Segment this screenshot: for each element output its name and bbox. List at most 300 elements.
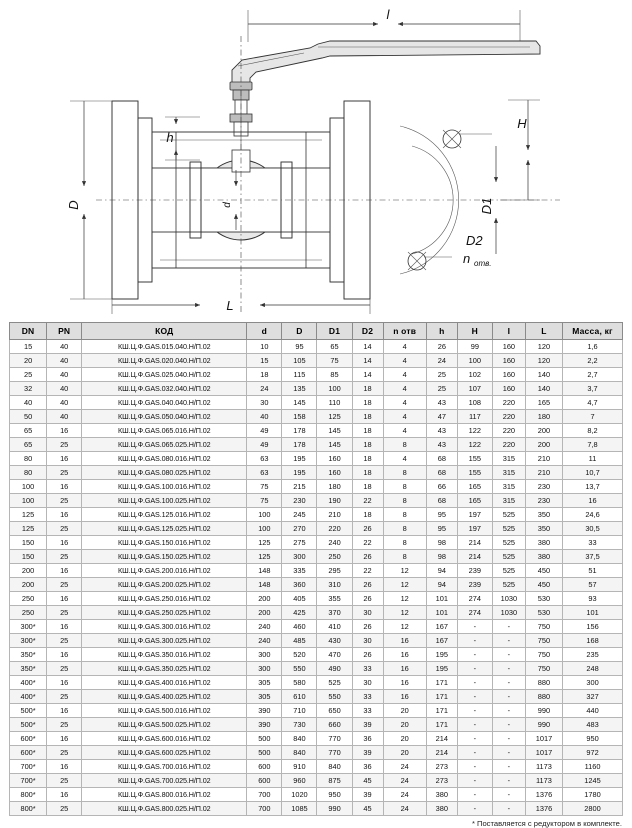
- col-dn: DN: [10, 323, 47, 340]
- cell-d: 75: [247, 494, 282, 508]
- cell-n-: 4: [383, 452, 426, 466]
- cell-d2: 39: [352, 746, 383, 760]
- cell-n-: 12: [383, 606, 426, 620]
- label-n: n: [463, 251, 471, 266]
- cell-d: 600: [247, 774, 282, 788]
- cell-n-: 12: [383, 592, 426, 606]
- cell-d2: 18: [352, 424, 383, 438]
- cell-d: 178: [282, 424, 317, 438]
- cell-h: 47: [426, 410, 457, 424]
- cell--: КШ.Ц.Ф.GAS.400.016.Н/П.02: [82, 676, 247, 690]
- cell-i: 160: [492, 382, 525, 396]
- cell-n-: 8: [383, 522, 426, 536]
- cell--: 248: [563, 662, 623, 676]
- cell-dn: 200: [10, 578, 47, 592]
- cell-d: 148: [247, 578, 282, 592]
- cell-n-: 16: [383, 648, 426, 662]
- cell--: КШ.Ц.Ф.GAS.600.016.Н/П.02: [82, 732, 247, 746]
- label-l-top: l: [386, 7, 390, 22]
- table-row: [10, 494, 623, 508]
- cell-d: 63: [247, 452, 282, 466]
- cell-d1: 295: [317, 564, 352, 578]
- valve-handle: [230, 41, 540, 90]
- cell-d1: 210: [317, 508, 352, 522]
- cell-i: 315: [492, 466, 525, 480]
- cell--: 10,7: [563, 466, 623, 480]
- cell-h: 25: [426, 382, 457, 396]
- cell-d1: 190: [317, 494, 352, 508]
- cell-i: -: [492, 620, 525, 634]
- cell-pn: 16: [47, 620, 82, 634]
- cell-dn: 400*: [10, 690, 47, 704]
- cell--: КШ.Ц.Ф.GAS.100.025.Н/П.02: [82, 494, 247, 508]
- cell-pn: 40: [47, 354, 82, 368]
- cell-dn: 25: [10, 368, 47, 382]
- cell--: КШ.Ц.Ф.GAS.080.016.Н/П.02: [82, 452, 247, 466]
- cell-pn: 25: [47, 690, 82, 704]
- cell-d2: 45: [352, 802, 383, 816]
- cell--: КШ.Ц.Ф.GAS.400.025.Н/П.02: [82, 690, 247, 704]
- cell-i: -: [492, 802, 525, 816]
- cell-dn: 400*: [10, 676, 47, 690]
- cell-d: 30: [247, 396, 282, 410]
- cell-pn: 16: [47, 760, 82, 774]
- cell--: 950: [563, 732, 623, 746]
- cell-dn: 20: [10, 354, 47, 368]
- cell-h: 66: [426, 480, 457, 494]
- cell-dn: 200: [10, 564, 47, 578]
- cell-n-: 12: [383, 620, 426, 634]
- cell-d2: 30: [352, 606, 383, 620]
- cell-l: 380: [525, 536, 562, 550]
- cell-d: 305: [247, 690, 282, 704]
- table-row: [10, 774, 623, 788]
- cell-pn: 25: [47, 494, 82, 508]
- cell-d1: 770: [317, 746, 352, 760]
- cell-i: 220: [492, 438, 525, 452]
- valve-technical-drawing: [0, 0, 632, 322]
- col-n-otv: n отв: [383, 323, 426, 340]
- cell-d: 700: [247, 788, 282, 802]
- col-L: L: [525, 323, 562, 340]
- cell-l: 120: [525, 340, 562, 354]
- cell-dn: 80: [10, 466, 47, 480]
- cell-d: 200: [247, 592, 282, 606]
- cell-h: 167: [426, 620, 457, 634]
- col-pn: PN: [47, 323, 82, 340]
- cell-dn: 250: [10, 606, 47, 620]
- cell-n-: 4: [383, 368, 426, 382]
- cell-h: 100: [457, 354, 492, 368]
- cell-d: 245: [282, 508, 317, 522]
- cell-dn: 250: [10, 592, 47, 606]
- cell-l: 1173: [525, 774, 562, 788]
- cell-l: 120: [525, 354, 562, 368]
- table-row: [10, 382, 623, 396]
- cell-dn: 600*: [10, 732, 47, 746]
- cell-d: 115: [282, 368, 317, 382]
- cell-l: 880: [525, 676, 562, 690]
- cell-i: -: [492, 774, 525, 788]
- cell-pn: 16: [47, 676, 82, 690]
- cell-d1: 660: [317, 718, 352, 732]
- cell--: 235: [563, 648, 623, 662]
- cell--: 300: [563, 676, 623, 690]
- cell-d1: 410: [317, 620, 352, 634]
- cell--: КШ.Ц.Ф.GAS.100.016.Н/П.02: [82, 480, 247, 494]
- cell-h: -: [457, 648, 492, 662]
- cell-l: 380: [525, 550, 562, 564]
- cell-d: 300: [247, 648, 282, 662]
- cell-pn: 16: [47, 788, 82, 802]
- cell-h: 43: [426, 396, 457, 410]
- table-row: [10, 536, 623, 550]
- cell-d: 1085: [282, 802, 317, 816]
- cell-i: 525: [492, 564, 525, 578]
- cell--: КШ.Ц.Ф.GAS.020.040.Н/П.02: [82, 354, 247, 368]
- cell-d1: 100: [317, 382, 352, 396]
- cell-i: 525: [492, 550, 525, 564]
- cell-d2: 33: [352, 662, 383, 676]
- cell-d2: 26: [352, 648, 383, 662]
- cell-h: -: [457, 746, 492, 760]
- cell-d2: 18: [352, 452, 383, 466]
- cell--: 16: [563, 494, 623, 508]
- bolt-hole-lower: [408, 252, 426, 270]
- cell-pn: 16: [47, 592, 82, 606]
- cell-d: 15: [247, 354, 282, 368]
- cell-i: 220: [492, 396, 525, 410]
- cell--: КШ.Ц.Ф.GAS.125.025.Н/П.02: [82, 522, 247, 536]
- cell-h: 94: [426, 578, 457, 592]
- cell-d2: 14: [352, 354, 383, 368]
- cell--: КШ.Ц.Ф.GAS.800.016.Н/П.02: [82, 788, 247, 802]
- cell-d1: 125: [317, 410, 352, 424]
- cell-d: 148: [247, 564, 282, 578]
- cell-pn: 25: [47, 802, 82, 816]
- cell--: КШ.Ц.Ф.GAS.700.025.Н/П.02: [82, 774, 247, 788]
- cell-h: -: [457, 620, 492, 634]
- cell--: КШ.Ц.Ф.GAS.025.040.Н/П.02: [82, 368, 247, 382]
- cell-n-: 24: [383, 802, 426, 816]
- cell-l: 1017: [525, 746, 562, 760]
- cell-d2: 18: [352, 396, 383, 410]
- cell-i: -: [492, 676, 525, 690]
- cell-d2: 26: [352, 522, 383, 536]
- specification-table: [9, 322, 623, 816]
- cell-d1: 950: [317, 788, 352, 802]
- col-H: H: [457, 323, 492, 340]
- table-row: [10, 508, 623, 522]
- cell-d: 520: [282, 648, 317, 662]
- cell-d1: 875: [317, 774, 352, 788]
- cell-d: 275: [282, 536, 317, 550]
- cell-h: 117: [457, 410, 492, 424]
- cell-i: 220: [492, 424, 525, 438]
- cell-dn: 100: [10, 494, 47, 508]
- cell-h: -: [457, 676, 492, 690]
- cell--: 1160: [563, 760, 623, 774]
- cell-d2: 45: [352, 774, 383, 788]
- cell-d: 135: [282, 382, 317, 396]
- cell-dn: 40: [10, 396, 47, 410]
- cell-dn: 150: [10, 550, 47, 564]
- cell-d1: 310: [317, 578, 352, 592]
- cell-i: -: [492, 662, 525, 676]
- cell-pn: 16: [47, 704, 82, 718]
- cell-d: 240: [247, 634, 282, 648]
- cell-d: 125: [247, 550, 282, 564]
- cell-n-: 8: [383, 494, 426, 508]
- cell-d1: 430: [317, 634, 352, 648]
- table-row: [10, 396, 623, 410]
- label-h: h: [166, 130, 174, 145]
- cell--: КШ.Ц.Ф.GAS.040.040.Н/П.02: [82, 396, 247, 410]
- cell--: 13,7: [563, 480, 623, 494]
- cell-n-: 8: [383, 438, 426, 452]
- bolt-hole-upper: [443, 130, 461, 148]
- table-row: [10, 620, 623, 634]
- cell-d1: 160: [317, 466, 352, 480]
- table-row: [10, 354, 623, 368]
- cell-pn: 16: [47, 452, 82, 466]
- cell-n-: 4: [383, 424, 426, 438]
- cell-dn: 80: [10, 452, 47, 466]
- cell-d: 200: [247, 606, 282, 620]
- cell-h: 68: [426, 494, 457, 508]
- cell-d2: 36: [352, 760, 383, 774]
- col-d: d: [247, 323, 282, 340]
- cell-d: 100: [247, 508, 282, 522]
- cell-i: -: [492, 746, 525, 760]
- cell-i: 160: [492, 368, 525, 382]
- cell-l: 530: [525, 606, 562, 620]
- cell-d: 1020: [282, 788, 317, 802]
- cell-h: 239: [457, 578, 492, 592]
- table-row: [10, 424, 623, 438]
- cell-l: 180: [525, 410, 562, 424]
- cell-i: -: [492, 704, 525, 718]
- cell-pn: 40: [47, 382, 82, 396]
- table-footnote: * Поставляется с редуктором в комплекте.: [471, 819, 622, 828]
- cell--: КШ.Ц.Ф.GAS.200.016.Н/П.02: [82, 564, 247, 578]
- cell-h: 214: [457, 550, 492, 564]
- cell-n-: 8: [383, 536, 426, 550]
- cell-h: 95: [426, 508, 457, 522]
- cell-pn: 25: [47, 578, 82, 592]
- cell-d1: 240: [317, 536, 352, 550]
- cell-d1: 145: [317, 424, 352, 438]
- cell-d: 63: [247, 466, 282, 480]
- cell-pn: 25: [47, 522, 82, 536]
- cell-h: 107: [457, 382, 492, 396]
- cell-h: 94: [426, 564, 457, 578]
- cell-d: 730: [282, 718, 317, 732]
- cell-h: 25: [426, 368, 457, 382]
- cell-h: -: [457, 704, 492, 718]
- cell-d: 485: [282, 634, 317, 648]
- cell-l: 350: [525, 508, 562, 522]
- cell-l: 230: [525, 480, 562, 494]
- cell-d: 710: [282, 704, 317, 718]
- cell--: КШ.Ц.Ф.GAS.125.016.Н/П.02: [82, 508, 247, 522]
- table-row: [10, 662, 623, 676]
- cell-d1: 355: [317, 592, 352, 606]
- cell-n-: 20: [383, 732, 426, 746]
- cell-i: -: [492, 648, 525, 662]
- cell-h: 155: [457, 466, 492, 480]
- cell-h: 155: [457, 452, 492, 466]
- cell-d2: 18: [352, 508, 383, 522]
- table-row: [10, 732, 623, 746]
- cell-h: -: [457, 690, 492, 704]
- cell-d: 600: [247, 760, 282, 774]
- table-row: [10, 564, 623, 578]
- table-row: [10, 676, 623, 690]
- cell-d2: 39: [352, 788, 383, 802]
- cell--: КШ.Ц.Ф.GAS.050.040.Н/П.02: [82, 410, 247, 424]
- cell-i: -: [492, 718, 525, 732]
- cell-dn: 150: [10, 536, 47, 550]
- cell-d2: 26: [352, 592, 383, 606]
- cell-d2: 22: [352, 536, 383, 550]
- label-D2: D2: [466, 233, 483, 248]
- cell-i: 1030: [492, 592, 525, 606]
- cell-d: 580: [282, 676, 317, 690]
- cell--: 11: [563, 452, 623, 466]
- cell-l: 450: [525, 578, 562, 592]
- cell-d: 49: [247, 424, 282, 438]
- cell--: 1245: [563, 774, 623, 788]
- cell-n-: 16: [383, 676, 426, 690]
- cell-n-: 24: [383, 774, 426, 788]
- cell-d1: 220: [317, 522, 352, 536]
- cell-pn: 40: [47, 340, 82, 354]
- cell-pn: 25: [47, 718, 82, 732]
- cell-dn: 300*: [10, 620, 47, 634]
- cell-l: 750: [525, 634, 562, 648]
- cell-d1: 145: [317, 438, 352, 452]
- cell-l: 140: [525, 368, 562, 382]
- cell-h: 214: [426, 732, 457, 746]
- cell-d1: 85: [317, 368, 352, 382]
- cell-d1: 650: [317, 704, 352, 718]
- cell-d: 960: [282, 774, 317, 788]
- cell-dn: 800*: [10, 802, 47, 816]
- cell-i: -: [492, 760, 525, 774]
- col-h: h: [426, 323, 457, 340]
- cell-pn: 25: [47, 746, 82, 760]
- cell-d1: 65: [317, 340, 352, 354]
- cell--: КШ.Ц.Ф.GAS.150.016.Н/П.02: [82, 536, 247, 550]
- cell-d: 100: [247, 522, 282, 536]
- cell-i: 525: [492, 536, 525, 550]
- cell-h: 273: [426, 774, 457, 788]
- cell-h: 95: [426, 522, 457, 536]
- table-header-row: [10, 323, 623, 340]
- cell-d: 305: [247, 676, 282, 690]
- table-row: [10, 480, 623, 494]
- cell-h: -: [457, 634, 492, 648]
- cell-h: -: [457, 774, 492, 788]
- cell-d: 10: [247, 340, 282, 354]
- cell-i: 160: [492, 340, 525, 354]
- label-n-sub: отв.: [474, 259, 492, 268]
- cell-d: 230: [282, 494, 317, 508]
- cell-d1: 840: [317, 760, 352, 774]
- cell-h: 43: [426, 438, 457, 452]
- cell-h: 274: [457, 606, 492, 620]
- cell-d2: 18: [352, 410, 383, 424]
- cell-dn: 350*: [10, 648, 47, 662]
- cell-h: 165: [457, 494, 492, 508]
- cell-l: 990: [525, 718, 562, 732]
- cell-dn: 65: [10, 438, 47, 452]
- cell-i: 525: [492, 578, 525, 592]
- cell-pn: 25: [47, 606, 82, 620]
- cell-d: 550: [282, 662, 317, 676]
- cell-dn: 32: [10, 382, 47, 396]
- label-d: d: [222, 202, 233, 208]
- cell-d: 49: [247, 438, 282, 452]
- cell-dn: 125: [10, 508, 47, 522]
- cell-pn: 25: [47, 662, 82, 676]
- cell-n-: 20: [383, 718, 426, 732]
- cell-h: 99: [457, 340, 492, 354]
- cell--: КШ.Ц.Ф.GAS.700.016.Н/П.02: [82, 760, 247, 774]
- cell-i: 315: [492, 480, 525, 494]
- dimension-h: [165, 117, 200, 160]
- cell--: 33: [563, 536, 623, 550]
- cell-l: 165: [525, 396, 562, 410]
- cell-n-: 20: [383, 704, 426, 718]
- cell-d2: 18: [352, 480, 383, 494]
- cell-l: 990: [525, 704, 562, 718]
- cell-d2: 14: [352, 340, 383, 354]
- cell-dn: 65: [10, 424, 47, 438]
- cell-h: 214: [426, 746, 457, 760]
- table-row: [10, 522, 623, 536]
- cell-l: 1173: [525, 760, 562, 774]
- cell-h: 98: [426, 550, 457, 564]
- table-row: [10, 788, 623, 802]
- cell-h: -: [457, 732, 492, 746]
- cell-d2: 18: [352, 382, 383, 396]
- cell-l: 350: [525, 522, 562, 536]
- cell-i: -: [492, 634, 525, 648]
- cell-h: 68: [426, 466, 457, 480]
- cell-d2: 30: [352, 676, 383, 690]
- cell-l: 140: [525, 382, 562, 396]
- cell--: КШ.Ц.Ф.GAS.250.025.Н/П.02: [82, 606, 247, 620]
- cell-h: 171: [426, 704, 457, 718]
- cell-h: 380: [426, 788, 457, 802]
- cell--: 1780: [563, 788, 623, 802]
- table-row: [10, 410, 623, 424]
- cell-d: 125: [247, 536, 282, 550]
- cell-d2: 22: [352, 494, 383, 508]
- cell-n-: 12: [383, 564, 426, 578]
- cell-i: 315: [492, 452, 525, 466]
- col-D: D: [282, 323, 317, 340]
- dimension-l-top: [248, 7, 520, 42]
- cell-n-: 8: [383, 550, 426, 564]
- cell-i: 525: [492, 522, 525, 536]
- cell-pn: 40: [47, 410, 82, 424]
- table-row: [10, 704, 623, 718]
- cell-n-: 4: [383, 382, 426, 396]
- cell-d: 195: [282, 466, 317, 480]
